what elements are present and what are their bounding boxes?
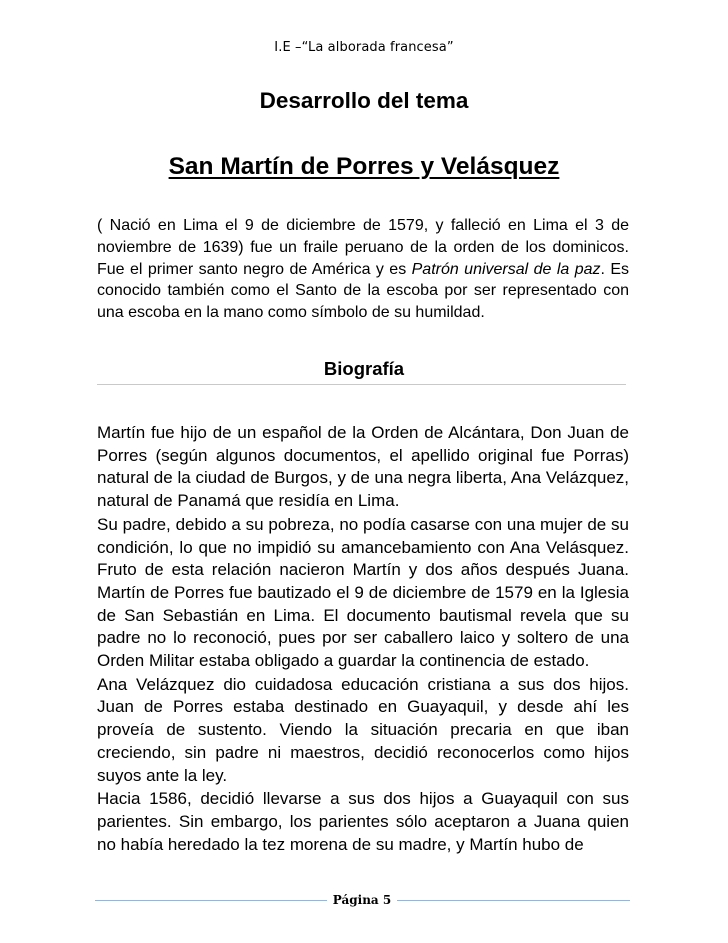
main-title: San Martín de Porres y Velásquez	[168, 153, 560, 180]
biography-paragraph: Ana Velázquez dio cuidadosa educación cristiana a sus dos hijos. Juan de Porres estaba destinado en Guayaquil, y desde ahí les proveía de sustento. Viendo la situación precaria en que iban creciendo, sin padre ni maestros, decidió reconocerlos como hijos suyos ante la ley.	[97, 674, 629, 785]
biography-paragraph: Su padre, debido a su pobreza, no podía casarse con una mujer de su condición, lo que no impidió su amancebamiento con Ana Velásquez. Fruto de esta relación nacieron Martín y dos años después Juana. Martín de Porres fue bautizado el 9 de diciembre de 1579 en la Iglesia de San Sebastián en Lima. El documento bautismal revela que su padre no lo reconoció, pues por ser caballero laico y soltero de una Orden Militar estaba obligado a guardar la continencia de estado.	[97, 514, 629, 671]
page-number: Página 5	[327, 890, 397, 910]
page-header: I.E –“La alborada francesa”	[274, 40, 454, 55]
intro-text-1: ( Nació en Lima el 9 de diciembre de 1579, y falleció en Lima el 3 de noviembre de 1639) fue un fraile peruano de la orden de los dominicos. Fue el primer santo negro de América y es	[97, 217, 629, 278]
intro-text-2: . Es conocido también como el Santo de la escoba por ser representado con una escoba en la mano como símbolo de su humildad.	[97, 260, 630, 322]
biography-paragraph: Hacia 1586, decidió llevarse a sus dos hijos a Guayaquil con sus parientes. Sin embargo, los parientes sólo aceptaron a Juana quien no había heredado la tez morena de su madre, y Martín hubo de	[97, 789, 629, 854]
section-title: Desarrollo del tema	[259, 88, 469, 113]
biography-heading: Biografía	[323, 358, 405, 379]
biography-paragraph: Martín fue hijo de un español de la Orden de Alcántara, Don Juan de Porres (según algunos documentos, el apellido original fue Porras) natural de la ciudad de Burgos, y de una negra liberta, Ana Velázquez, natural de Panamá que residía en Lima.	[97, 423, 629, 511]
intro-italic: Patrón universal de la paz	[411, 260, 601, 278]
intro-paragraph	[97, 215, 629, 324]
heading-divider	[97, 384, 626, 385]
biography-body	[97, 422, 629, 857]
